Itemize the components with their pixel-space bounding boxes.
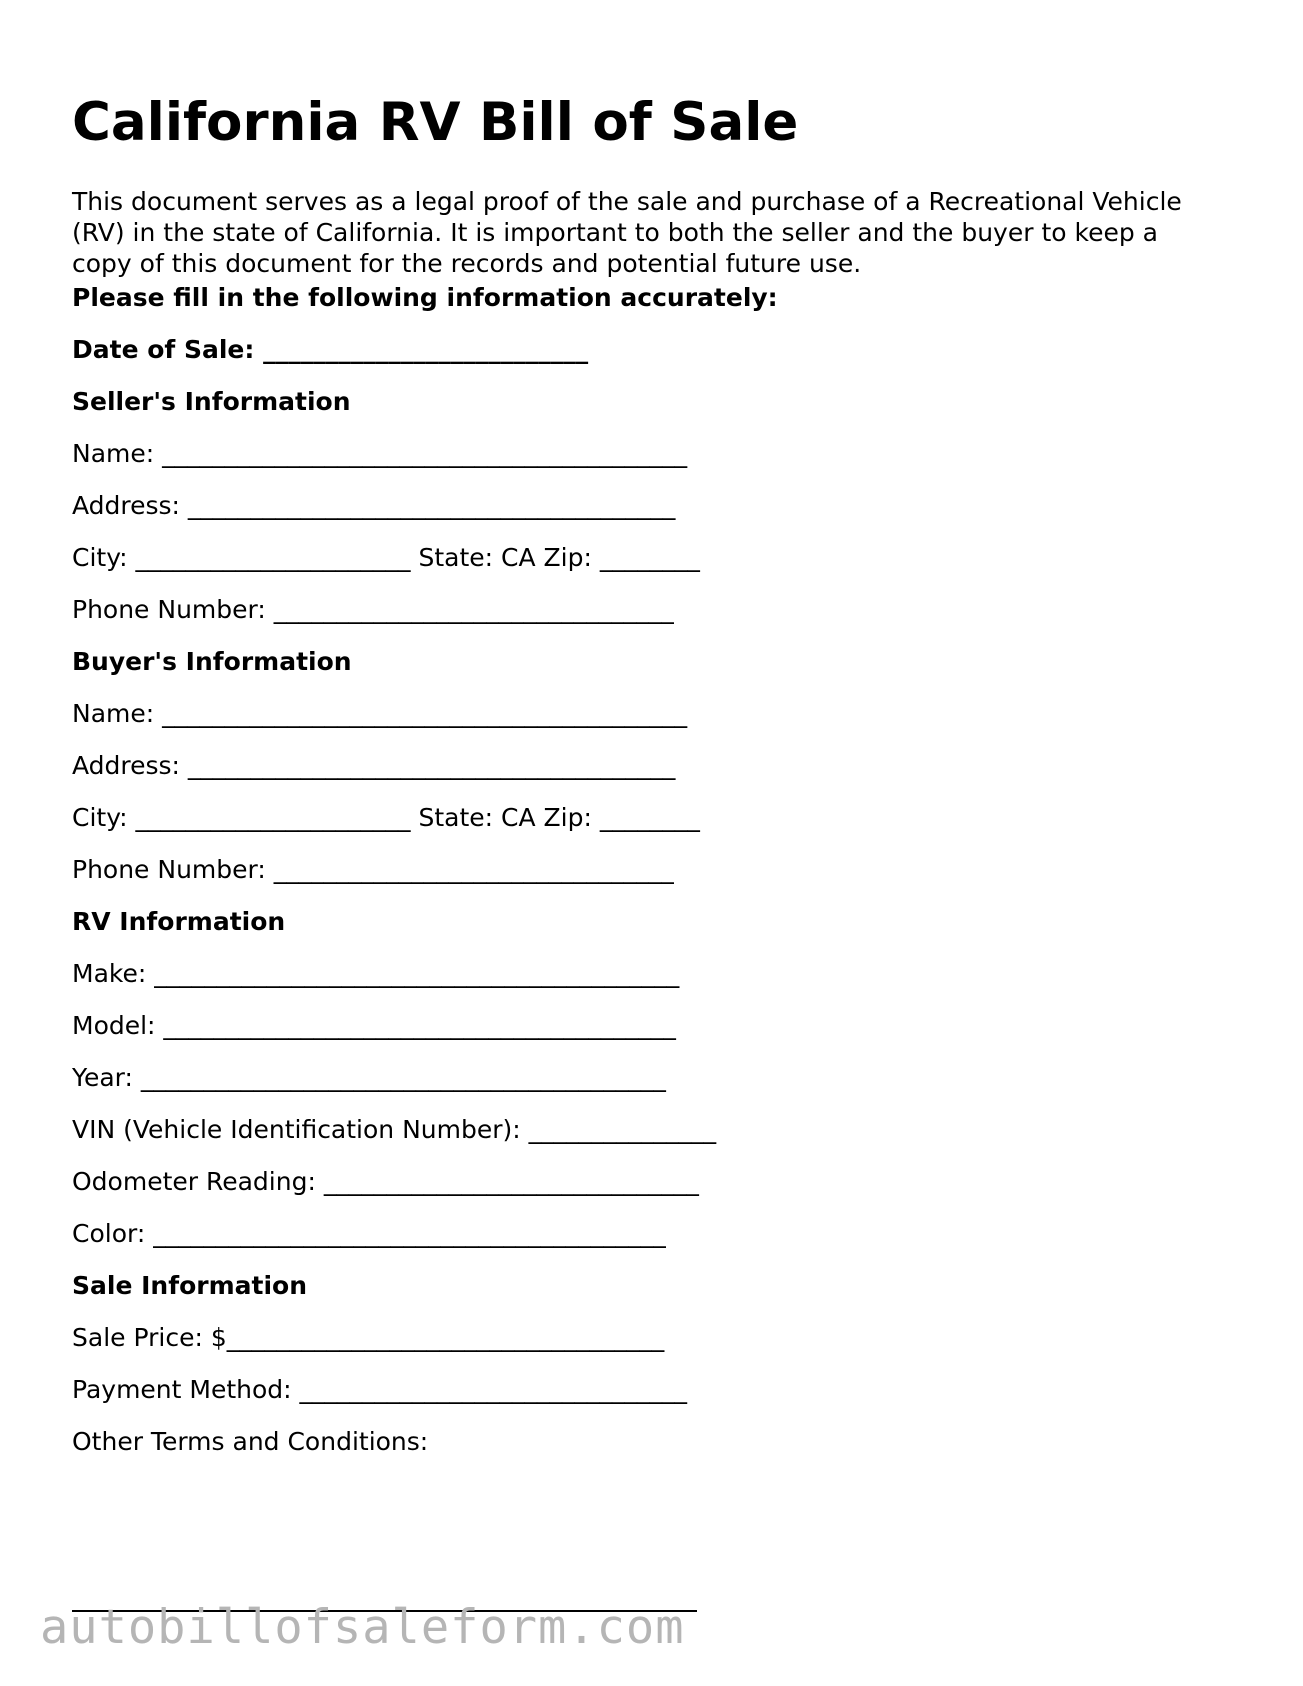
rv-color-field[interactable]: Color: _________________________________________: [72, 1219, 666, 1248]
rv-year-field[interactable]: Year: __________________________________________: [72, 1063, 666, 1092]
sale-heading: Sale Information: [72, 1271, 307, 1300]
page-title: California RV Bill of Sale: [72, 92, 799, 153]
rv-odometer-field[interactable]: Odometer Reading: ______________________________: [72, 1167, 699, 1196]
sale-price-field[interactable]: Sale Price: $___________________________________: [72, 1323, 665, 1352]
seller-city-state-zip-field[interactable]: City: ______________________ State: CA Zip: ________: [72, 543, 700, 572]
date-of-sale-blank[interactable]: __________________________: [263, 335, 589, 364]
payment-method-field[interactable]: Payment Method: _______________________________: [72, 1375, 688, 1404]
intro-paragraph: This document serves as a legal proof of the sale and purchase of a Recreational Vehicle (RV) in the state of California. It is important to both the seller and the buyer to keep a copy of this document for the records and potential future use.: [72, 187, 1182, 278]
buyer-phone-field[interactable]: Phone Number: ________________________________: [72, 855, 674, 884]
rv-model-field[interactable]: Model: _________________________________________: [72, 1011, 676, 1040]
seller-name-field[interactable]: Name: __________________________________________: [72, 439, 688, 468]
buyer-address-field[interactable]: Address: _______________________________________: [72, 751, 676, 780]
buyer-heading: Buyer's Information: [72, 647, 352, 676]
watermark-text: autobillofsaleform.com: [40, 1600, 685, 1655]
date-of-sale-field[interactable]: [72, 333, 588, 367]
seller-heading: Seller's Information: [72, 387, 351, 416]
buyer-city-state-zip-field[interactable]: City: ______________________ State: CA Zip: ________: [72, 803, 700, 832]
buyer-name-field[interactable]: Name: __________________________________________: [72, 699, 688, 728]
rv-heading: RV Information: [72, 907, 286, 936]
date-of-sale-label: Date of Sale:: [72, 335, 255, 364]
rv-vin-field[interactable]: VIN (Vehicle Identification Number): _______________: [72, 1115, 717, 1144]
instruction-text: Please fill in the following information accurately:: [72, 283, 778, 312]
rv-make-field[interactable]: Make: __________________________________________: [72, 959, 680, 988]
other-terms-label: Other Terms and Conditions:: [72, 1427, 429, 1456]
seller-address-field[interactable]: Address: _______________________________________: [72, 491, 676, 520]
seller-phone-field[interactable]: Phone Number: ________________________________: [72, 595, 674, 624]
